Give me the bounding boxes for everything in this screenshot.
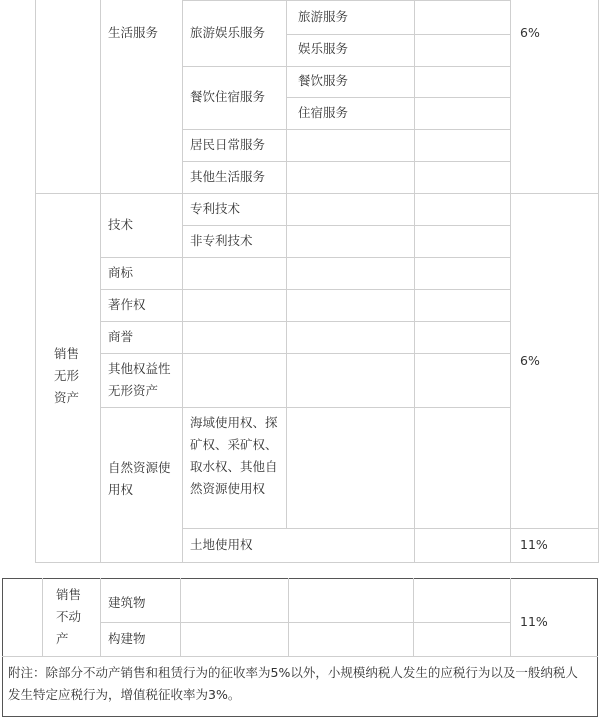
cell-trademark: 商标 bbox=[108, 265, 134, 280]
cell-travel-entertainment: 旅游娱乐服务 bbox=[190, 25, 266, 40]
cell-rate-life: 6% bbox=[520, 25, 540, 40]
cell-rate-land: 11% bbox=[520, 537, 548, 552]
cell-food-service: 餐饮服务 bbox=[298, 73, 349, 88]
cell-non-patent: 非专利技术 bbox=[190, 233, 253, 248]
cell-goodwill: 商誉 bbox=[108, 329, 134, 344]
cell-copyright: 著作权 bbox=[108, 297, 146, 312]
cell-real-estate: 销售不动产 bbox=[56, 587, 82, 646]
cell-natural-resource-rights: 自然资源使用权 bbox=[108, 460, 171, 497]
fragment-gap bbox=[0, 563, 600, 578]
cell-intangible-assets: 销售无形资产 bbox=[54, 346, 80, 405]
cell-rate-estate: 11% bbox=[520, 614, 548, 629]
cell-life-services: 生活服务 bbox=[108, 25, 159, 40]
cell-food-lodging: 餐饮住宿服务 bbox=[190, 89, 266, 104]
cell-technology: 技术 bbox=[108, 217, 134, 232]
cell-rate-intangible: 6% bbox=[520, 353, 540, 368]
cell-lodging-service: 住宿服务 bbox=[298, 105, 349, 120]
cell-land-rights: 土地使用权 bbox=[190, 537, 253, 552]
tax-table-part2 bbox=[0, 578, 600, 717]
cell-other-life: 其他生活服务 bbox=[190, 169, 266, 184]
cell-other-rights: 其他权益性无形资产 bbox=[108, 361, 171, 398]
table-note: 附注：除部分不动产销售和租赁行为的征收率为5%以外，小规模纳税人发生的应税行为以及一般纳税人发生特定应税行为，增值税征收率为3%。 bbox=[8, 665, 578, 702]
cell-patent: 专利技术 bbox=[190, 201, 241, 216]
cell-building: 建筑物 bbox=[108, 595, 146, 610]
cell-entertainment-service: 娱乐服务 bbox=[298, 41, 349, 56]
cell-sea-mining-water-rights: 海域使用权、探矿权、采矿权、取水权、其他自然资源使用权 bbox=[190, 415, 278, 496]
cell-resident-daily: 居民日常服务 bbox=[190, 137, 266, 152]
cell-travel-service: 旅游服务 bbox=[298, 9, 349, 24]
cell-structure: 构建物 bbox=[108, 631, 146, 646]
